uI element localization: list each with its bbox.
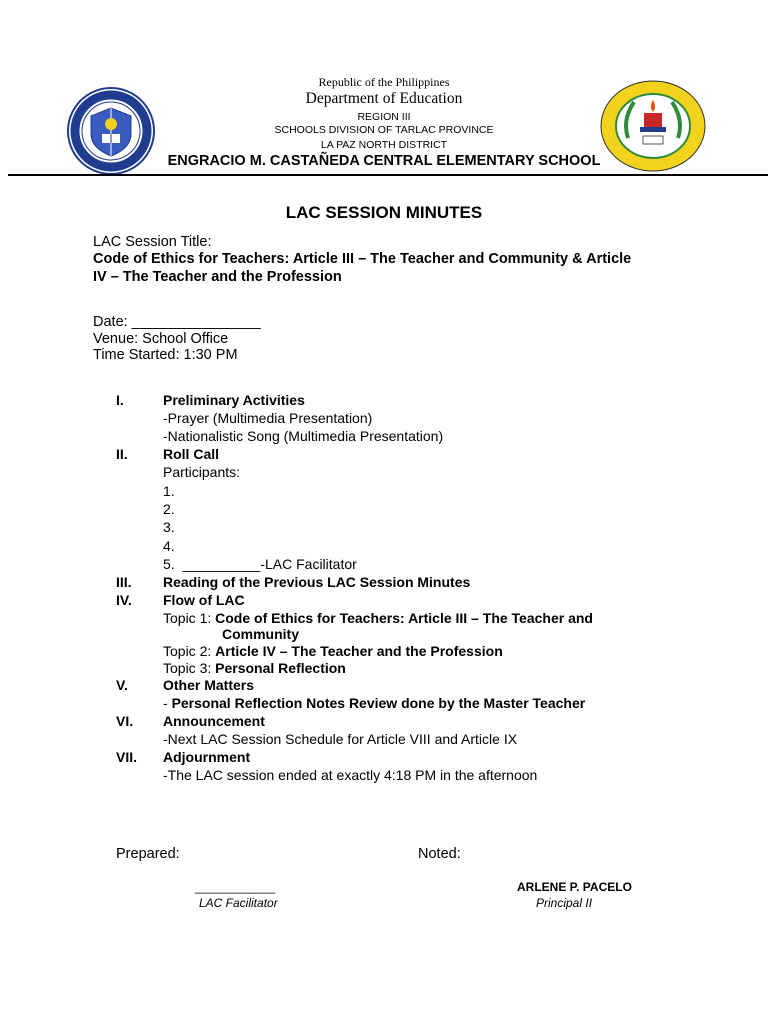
list-item: -Prayer (Multimedia Presentation) (163, 410, 373, 426)
section-number: I. (116, 392, 124, 408)
topic-1-text: Code of Ethics for Teachers: Article III – The Teacher and (215, 610, 593, 626)
topic-2-text: Article IV – The Teacher and the Profession (215, 643, 503, 659)
topic-1 (163, 610, 593, 626)
section-title-announcement: Announcement (163, 713, 265, 729)
participant-item: 3. (163, 519, 175, 535)
participants-label: Participants: (163, 464, 241, 480)
section-number: IV. (116, 592, 132, 608)
section-title-reading: Reading of the Previous LAC Session Minutes (163, 574, 471, 590)
list-item: -Nationalistic Song (Multimedia Presentation) (163, 428, 444, 444)
date-line: Date: ________________ (93, 314, 261, 330)
section-number: V. (116, 677, 128, 693)
participant-item: 4. (163, 538, 175, 554)
prepared-role: LAC Facilitator (199, 896, 278, 910)
header-department: Department of Education (305, 90, 463, 107)
noted-name: ARLENE P. PACELO (517, 880, 632, 894)
section-number: III. (116, 574, 132, 590)
topic-1-continuation: Community (222, 626, 299, 642)
session-title-line2: IV – The Teacher and the Profession (93, 269, 342, 285)
other-matters-text: Personal Reflection Notes Review done by the Master Teacher (171, 695, 586, 711)
session-title-label: LAC Session Title: (93, 234, 212, 250)
section-number: II. (116, 446, 128, 462)
other-matters-prefix: - (163, 695, 172, 711)
venue-line: Venue: School Office (93, 331, 229, 347)
section-number: VII. (116, 749, 138, 765)
participant-item: 5. __________-LAC Facilitator (163, 556, 357, 572)
other-matters-line (163, 695, 585, 711)
section-number: VI. (116, 713, 134, 729)
topic-3-label: Topic 3: (163, 660, 216, 676)
participant-item: 2. (163, 501, 175, 517)
topic-3 (163, 660, 346, 676)
header-district: LA PAZ NORTH DISTRICT (320, 139, 448, 151)
topic-1-label: Topic 1: (163, 610, 216, 626)
announcement-line: -Next LAC Session Schedule for Article VIII and Article IX (163, 731, 518, 747)
section-title-roll-call: Roll Call (163, 446, 220, 462)
topic-2-label: Topic 2: (163, 643, 216, 659)
section-title-adjournment: Adjournment (163, 749, 251, 765)
noted-role: Principal II (536, 896, 593, 910)
prepared-label: Prepared: (116, 846, 180, 862)
section-title-other-matters: Other Matters (163, 677, 255, 693)
section-title-flow: Flow of LAC (163, 592, 245, 608)
header-region: REGION III (357, 111, 411, 123)
noted-label: Noted: (418, 846, 461, 862)
header-rule (8, 174, 768, 176)
header-school-name: ENGRACIO M. CASTAÑEDA CENTRAL ELEMENTARY SCHOOL (167, 153, 601, 169)
topic-2 (163, 643, 503, 659)
document-title: LAC SESSION MINUTES (285, 203, 483, 222)
adjournment-line: -The LAC session ended at exactly 4:18 PM in the afternoon (163, 767, 538, 783)
header-division: SCHOOLS DIVISION OF TARLAC PROVINCE (274, 124, 494, 136)
prepared-signature-line: ____________ (195, 880, 276, 894)
participant-item: 1. (163, 483, 175, 499)
topic-3-text: Personal Reflection (215, 660, 346, 676)
header-republic: Republic of the Philippines (318, 75, 450, 89)
session-title-line1: Code of Ethics for Teachers: Article III – The Teacher and Community & Article (93, 251, 632, 267)
section-title-preliminary: Preliminary Activities (163, 392, 305, 408)
time-started-line: Time Started: 1:30 PM (93, 347, 238, 363)
